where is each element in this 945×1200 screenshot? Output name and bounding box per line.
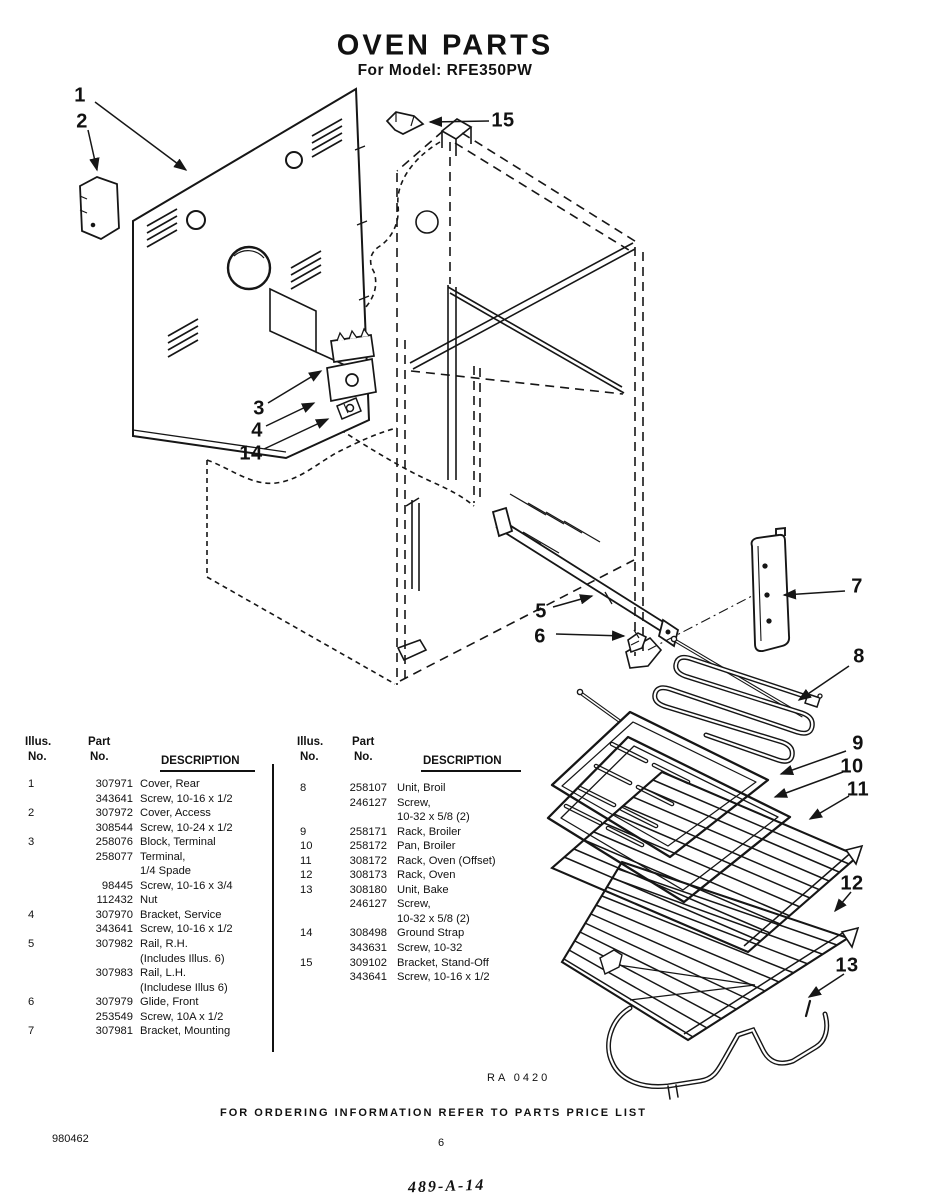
table-row: 10-32 x 5/8 (2) xyxy=(397,811,470,824)
table-row: 1 307971 Cover, Rear xyxy=(28,778,200,790)
table-row: 246127 Screw, xyxy=(349,898,431,911)
column-header-part: Part xyxy=(88,736,111,748)
callout-6: 6 xyxy=(534,625,546,648)
rear-cover-drawing xyxy=(133,89,369,458)
column-header-illus: Illus. xyxy=(25,736,52,748)
table-row: 246127 Screw, xyxy=(349,796,431,809)
table-row: (Includes Illus. 6) xyxy=(140,952,225,965)
callout-8: 8 xyxy=(853,645,865,668)
table-row: 343641 Screw, 10-16 x 1/2 xyxy=(95,792,233,805)
column-header-no: No. xyxy=(28,751,47,763)
column-header-no: No. xyxy=(300,751,319,763)
callout-15: 15 xyxy=(491,109,515,132)
callout-1: 1 xyxy=(74,84,86,107)
page-title: OVEN PARTS xyxy=(336,29,554,62)
table-row: 5 307982 Rail, R.H. xyxy=(28,938,188,951)
table-row: 13 308180 Unit, Bake xyxy=(300,883,449,896)
table-row: 98445 Screw, 10-16 x 3/4 xyxy=(101,879,233,892)
table-row: 4 307970 Bracket, Service xyxy=(28,908,222,921)
callout-9: 9 xyxy=(852,732,864,755)
access-cover-drawing xyxy=(80,177,119,239)
callout-4: 4 xyxy=(251,419,263,442)
standoff-bracket-drawing xyxy=(387,112,423,134)
column-header-part: Part xyxy=(352,736,375,748)
table-row: 3 258076 Block, Terminal xyxy=(28,836,216,849)
table-row: 7 307981 Bracket, Mounting xyxy=(28,1025,231,1038)
column-header-illus: Illus. xyxy=(297,736,324,748)
header-underline xyxy=(421,770,521,772)
mounting-bracket-drawing xyxy=(752,528,790,651)
callout-3: 3 xyxy=(253,397,265,420)
table-row: 343641 Screw, 10-16 x 1/2 xyxy=(95,923,233,936)
table-row: 307983 Rail, L.H. xyxy=(95,967,187,980)
table-row: 258077 Terminal, xyxy=(95,850,186,863)
page-subtitle: For Model: RFE350PW xyxy=(357,62,533,79)
table-row: 12 308173 Rack, Oven xyxy=(300,869,456,882)
ordering-note: FOR ORDERING INFORMATION REFER TO PARTS PRICE LIST xyxy=(220,1107,647,1119)
table-row: 1/4 Spade xyxy=(140,865,192,878)
table-row: 343641 Screw, 10-16 x 1/2 xyxy=(349,971,490,984)
callout-5: 5 xyxy=(535,600,547,623)
table-row: (Includese Illus 6) xyxy=(140,981,228,994)
table-row: 11 308172 Rack, Oven (Offset) xyxy=(300,854,496,867)
callout-13: 13 xyxy=(835,954,859,977)
table-row: 308544 Screw, 10-24 x 1/2 xyxy=(95,821,233,834)
column-header-no: No. xyxy=(354,751,373,763)
table-body xyxy=(25,777,275,1039)
handwritten-annotation: 489-A-14 xyxy=(407,1176,486,1197)
callout-12: 12 xyxy=(840,872,864,895)
table-divider-rule xyxy=(272,764,274,1052)
callout-11: 11 xyxy=(846,778,870,801)
table-row: 14 308498 Ground Strap xyxy=(300,927,465,940)
broiler-rack-drawing xyxy=(552,712,768,857)
table-row: 15 309102 Bracket, Stand-Off xyxy=(300,956,489,969)
table-row: 6 307979 Glide, Front xyxy=(28,996,199,1009)
callout-10: 10 xyxy=(840,755,864,778)
document-number: 980462 xyxy=(52,1133,89,1145)
table-row: 10-32 x 5/8 (2) xyxy=(397,912,470,925)
callout-7: 7 xyxy=(851,575,863,598)
table-row: 10 258172 Pan, Broiler xyxy=(300,840,456,853)
column-header-description: DESCRIPTION xyxy=(423,755,502,767)
table-row: 2 307972 Cover, Access xyxy=(28,807,211,820)
table-row: 343631 Screw, 10-32 xyxy=(349,942,463,955)
callout-2: 2 xyxy=(76,110,88,133)
table-row: 253549 Screw, 10A x 1/2 xyxy=(95,1010,224,1023)
table-body xyxy=(297,781,545,985)
oven-rack-drawing xyxy=(562,862,858,1040)
callout-14: 14 xyxy=(239,442,263,465)
table-row: 9 258171 Rack, Broiler xyxy=(300,825,462,838)
revision-code: RA 0420 xyxy=(487,1072,551,1084)
table-row: 112432 Nut xyxy=(96,894,158,907)
page-number: 6 xyxy=(438,1137,445,1149)
header-underline xyxy=(160,770,255,772)
table-row: 8 258107 Unit, Broil xyxy=(300,782,446,794)
bake-unit-drawing xyxy=(609,1001,827,1099)
rail-drawing xyxy=(493,508,752,650)
column-header-no: No. xyxy=(90,751,109,763)
column-header-description: DESCRIPTION xyxy=(161,755,240,767)
